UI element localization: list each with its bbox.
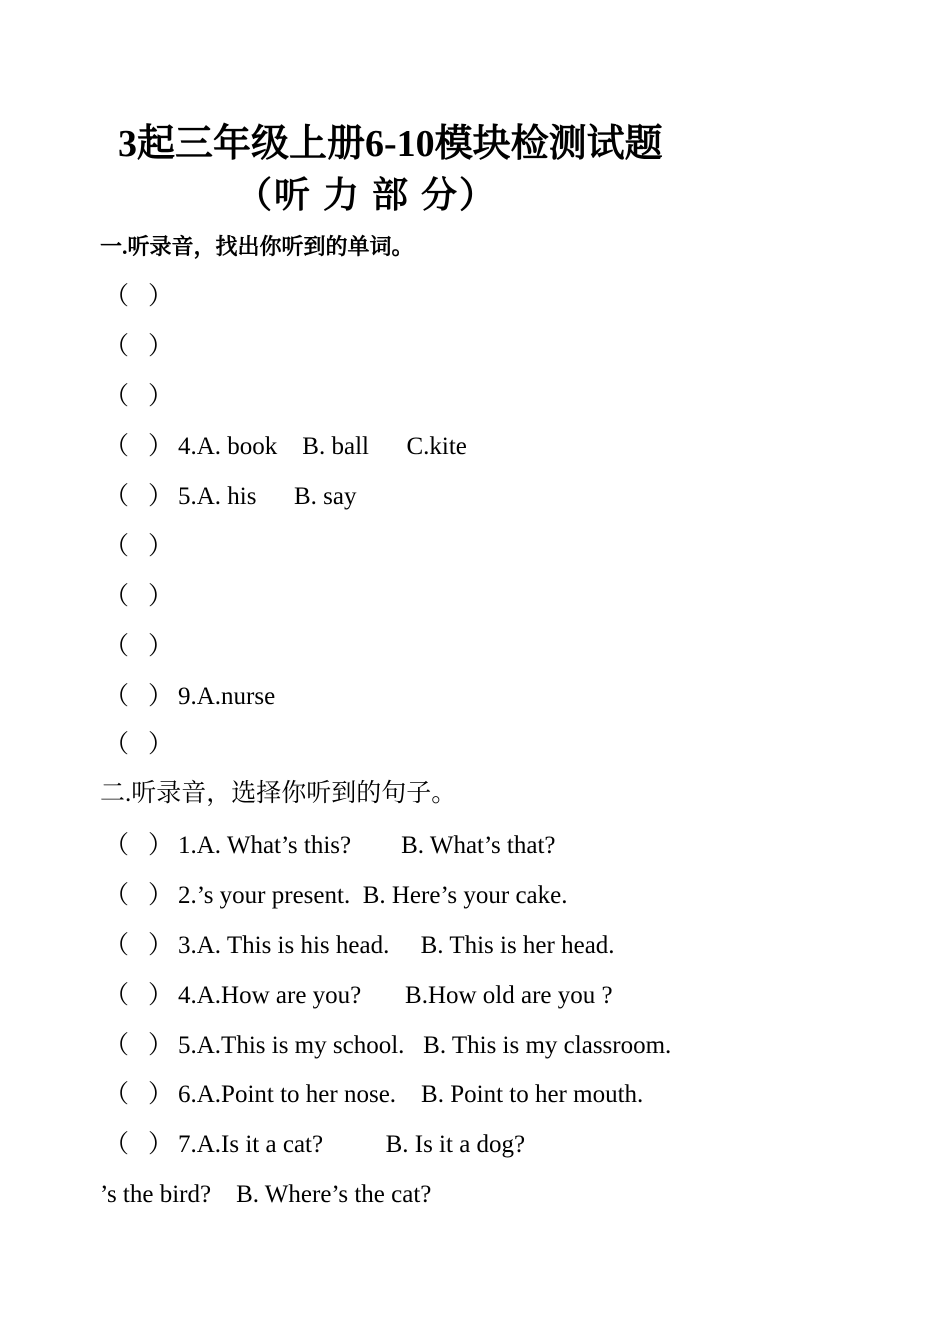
- part1-row-4: [104, 430, 467, 464]
- question-text: 5.A. his B. say: [178, 483, 357, 510]
- answer-paren-close: ）: [148, 583, 174, 610]
- part1-row-5: [104, 480, 357, 514]
- question-text: 1.A. What’s this? B. What’s that?: [178, 832, 556, 859]
- part1-row-1: [104, 280, 174, 314]
- part2-row-8-fragment: ’s the bird? B. Where’s the cat?: [100, 1181, 432, 1208]
- answer-paren-open: （: [104, 583, 130, 610]
- question-text: 4.A.How are you? B.How old are you ?: [178, 982, 613, 1009]
- answer-paren-open: （: [104, 383, 130, 410]
- part2-row-3: [104, 929, 615, 963]
- part1-heading: 一.听录音，找出你听到的单词。: [100, 234, 414, 259]
- question-text: 2.’s your present. B. Here’s your cake.: [178, 882, 568, 909]
- answer-paren-close: ）: [148, 433, 174, 460]
- part2-row-6: [104, 1078, 644, 1112]
- question-text: 4.A. book B. ball C.kite: [178, 433, 467, 460]
- answer-paren-open: （: [104, 1032, 130, 1059]
- question-text: 9.A.nurse: [178, 683, 276, 710]
- answer-paren-close: ）: [148, 932, 174, 959]
- part1-row-10: [104, 728, 174, 762]
- answer-paren-open: （: [104, 1131, 130, 1158]
- answer-paren-open: （: [104, 882, 130, 909]
- answer-paren-open: （: [104, 433, 130, 460]
- question-text: 7.A.Is it a cat? B. Is it a dog?: [178, 1131, 526, 1158]
- answer-paren-close: ）: [148, 982, 174, 1009]
- answer-paren-close: ）: [148, 633, 174, 660]
- page-subtitle: （听 力 部 分）: [236, 175, 498, 215]
- answer-paren-close: ）: [148, 333, 174, 360]
- answer-paren-open: （: [104, 1081, 130, 1108]
- part2-heading: 二.听录音，选择你听到的句子。: [100, 780, 457, 807]
- answer-paren-open: （: [104, 832, 130, 859]
- question-text: 6.A.Point to her nose. B. Point to her mouth.: [178, 1081, 644, 1108]
- answer-paren-open: （: [104, 483, 130, 510]
- question-text: 5.A.This is my school. B. This is my classroom.: [178, 1032, 672, 1059]
- answer-paren-open: （: [104, 333, 130, 360]
- part1-row-2: [104, 330, 174, 364]
- part1-row-6: [104, 530, 174, 564]
- part2-row-4: [104, 979, 613, 1013]
- part2-row-2: [104, 879, 568, 913]
- question-text: 3.A. This is his head. B. This is her head.: [178, 932, 615, 959]
- answer-paren-open: （: [104, 683, 130, 710]
- part1-row-9: [104, 680, 276, 714]
- answer-paren-close: ）: [148, 683, 174, 710]
- answer-paren-open: （: [104, 731, 130, 758]
- answer-paren-close: ）: [148, 1131, 174, 1158]
- part1-row-8: [104, 630, 174, 664]
- part2-row-5: [104, 1029, 672, 1063]
- answer-paren-close: ）: [148, 383, 174, 410]
- answer-paren-close: ）: [148, 283, 174, 310]
- answer-paren-close: ）: [148, 832, 174, 859]
- part2-row-7: [104, 1128, 526, 1162]
- answer-paren-open: （: [104, 982, 130, 1009]
- answer-paren-open: （: [104, 283, 130, 310]
- part2-row-1: [104, 829, 556, 863]
- answer-paren-close: ）: [148, 731, 174, 758]
- answer-paren-open: （: [104, 932, 130, 959]
- part1-row-7: [104, 580, 174, 614]
- page-title: 3起三年级上册6-10模块检测试题: [118, 123, 663, 165]
- answer-paren-close: ）: [148, 1081, 174, 1108]
- answer-paren-open: （: [104, 633, 130, 660]
- answer-paren-open: （: [104, 533, 130, 560]
- answer-paren-close: ）: [148, 533, 174, 560]
- part1-row-3: [104, 380, 174, 414]
- answer-paren-close: ）: [148, 1032, 174, 1059]
- answer-paren-close: ）: [148, 483, 174, 510]
- answer-paren-close: ）: [148, 882, 174, 909]
